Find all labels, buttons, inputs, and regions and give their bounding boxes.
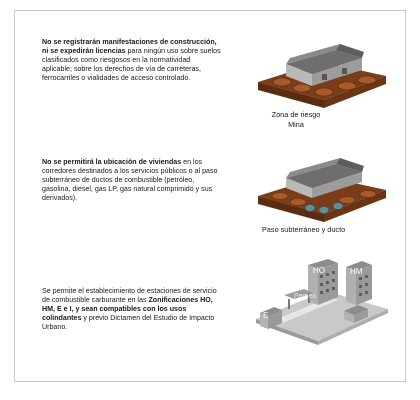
gas-station-zoning-illustration: [252, 255, 392, 347]
risk-zone-caption-line-2: Mina: [288, 119, 304, 129]
section-3-normal-text-2: y previo Dictamen del Estudio de Impacto Urbano.: [42, 314, 215, 332]
underground-duct-illustration: [252, 148, 392, 223]
building-label-pemex: Pemex: [294, 293, 316, 300]
section-2-text: [42, 158, 222, 203]
risk-zone-illustration: [252, 34, 392, 109]
section-1-bold-text: No se registrarán manifestaciones de construcción, ni se expedirán licencias: [42, 38, 217, 56]
underground-duct-caption: Paso subterráneo y ducto: [262, 225, 346, 234]
section-2-normal-text: en los corredores destinados a los servicios públicos o al paso subterráneo de ductos de combustible (petróleo, gasolina, diesel, gas LP, gas natural comprimido y sus derivados).: [42, 158, 218, 203]
section-3-normal-text-1: Se permite el establecimiento de estaciones de servicio de combustible carburante en las: [42, 287, 217, 305]
risk-zone-caption-line-1: Zona de riesgo: [271, 110, 321, 119]
section-1-normal-text: para ningún uso sobre suelos clasificados como riesgosos en la normatividad aplicable; sobre los derechos de vía de carreteras, ferrocarriles o vialidades de acceso controlado.: [42, 47, 221, 83]
section-3-bold-text: Zonificaciones HO, HM, E e I, y sean compatibles con los usos colindantes: [42, 296, 213, 323]
building-label-e: E: [263, 311, 269, 320]
section-1-text: [42, 38, 222, 83]
section-2-bold-text: No se permitirá la ubicación de viviendas: [42, 158, 182, 166]
risk-zone-caption: [262, 110, 330, 129]
building-label-hm: HM: [350, 267, 363, 276]
section-3-text: [42, 287, 222, 332]
building-label-ho: HO: [313, 266, 325, 275]
